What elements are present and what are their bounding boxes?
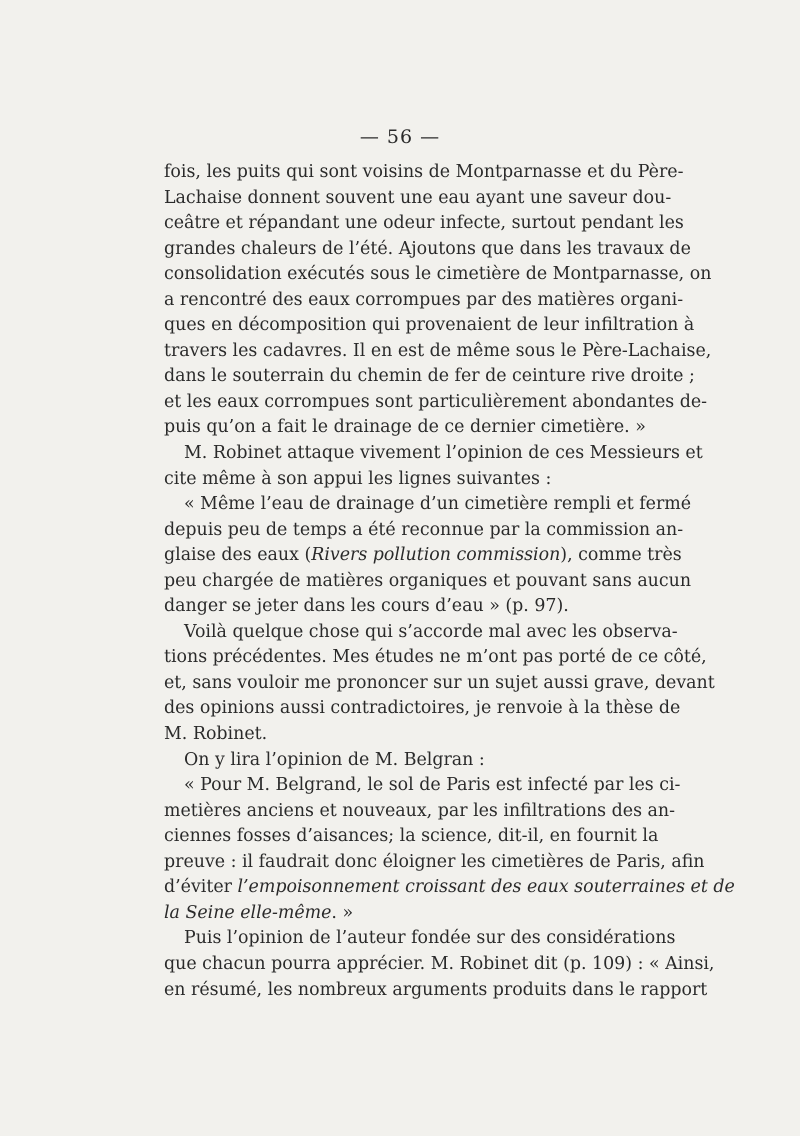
text-segment: glaise des eaux ( xyxy=(164,545,312,566)
text-line: danger se jeter dans les cours d’eau » (p. 97). xyxy=(164,596,569,617)
text-line: consolidation exécutés sous le cimetière de Montparnasse, on xyxy=(164,264,712,285)
text-line: travers les cadavres. Il en est de même sous le Père-Lachaise, xyxy=(164,340,712,361)
text-line: metières anciens et nouveaux, par les infiltrations des an- xyxy=(164,800,675,821)
text-line: ques en décomposition qui provenaient de leur infiltration à xyxy=(164,315,695,336)
text-line: M. Robinet. xyxy=(164,724,268,745)
text-line: « Même l’eau de drainage d’un cimetière rempli et fermé xyxy=(184,494,692,515)
text-line: « Pour M. Belgrand, le sol de Paris est infecté par les ci- xyxy=(184,775,681,796)
text-segment: . » xyxy=(331,902,354,923)
text-line: cite même à son appui les lignes suivantes : xyxy=(164,468,552,489)
text-line: tions précédentes. Mes études ne m’ont pas porté de ce côté, xyxy=(164,647,707,668)
text-line: ciennes fosses d’aisances; la science, dit-il, en fournit la xyxy=(164,826,659,847)
text-line: dans le souterrain du chemin de fer de ceinture rive droite ; xyxy=(164,366,695,387)
text-line: Lachaise donnent souvent une eau ayant une saveur dou- xyxy=(164,187,672,208)
text-line: M. Robinet attaque vivement l’opinion de ces Messieurs et xyxy=(184,443,703,464)
text-line: a rencontré des eaux corrompues par des matières organi- xyxy=(164,289,684,310)
text-line xyxy=(164,875,735,901)
body-text xyxy=(164,160,735,1003)
text-line xyxy=(164,543,682,569)
page-number: — 56 — xyxy=(359,126,441,148)
text-line: ceâtre et répandant une odeur infecte, surtout pendant les xyxy=(164,213,684,234)
text-line: et, sans vouloir me prononcer sur un sujet aussi grave, devant xyxy=(164,672,715,693)
text-line: des opinions aussi contradictoires, je renvoie à la thèse de xyxy=(164,698,681,719)
text-segment: ), comme très xyxy=(560,545,682,566)
italic-title: Rivers pollution commission xyxy=(311,545,561,566)
text-line: preuve : il faudrait donc éloigner les cimetières de Paris, afin xyxy=(164,851,705,872)
text-line xyxy=(164,901,654,927)
text-line: On y lira l’opinion de M. Belgran : xyxy=(184,749,485,770)
text-line: puis qu’on a fait le drainage de ce dernier cimetière. » xyxy=(164,417,646,438)
text-line: et les eaux corrompues sont particulièrement abondantes de- xyxy=(164,391,708,412)
text-line: en résumé, les nombreux arguments produits dans le rapport xyxy=(164,979,708,1000)
text-line: que chacun pourra apprécier. M. Robinet dit (p. 109) : « Ainsi, xyxy=(164,953,715,974)
text-line: Puis l’opinion de l’auteur fondée sur des considérations xyxy=(184,928,676,949)
text-line: peu chargée de matières organiques et pouvant sans aucun xyxy=(164,570,692,591)
text-line: fois, les puits qui sont voisins de Montparnasse et du Père- xyxy=(164,162,684,182)
italic-phrase: l’empoisonnement croissant des eaux souterraines et de xyxy=(237,877,735,898)
text-line: grandes chaleurs de l’été. Ajoutons que dans les travaux de xyxy=(164,238,691,259)
italic-phrase: la Seine elle-même xyxy=(164,902,332,923)
text-segment: d’éviter xyxy=(164,877,238,898)
text-line: Voilà quelque chose qui s’accorde mal avec les observa- xyxy=(184,621,678,642)
text-line: depuis peu de temps a été reconnue par la commission an- xyxy=(164,519,684,540)
